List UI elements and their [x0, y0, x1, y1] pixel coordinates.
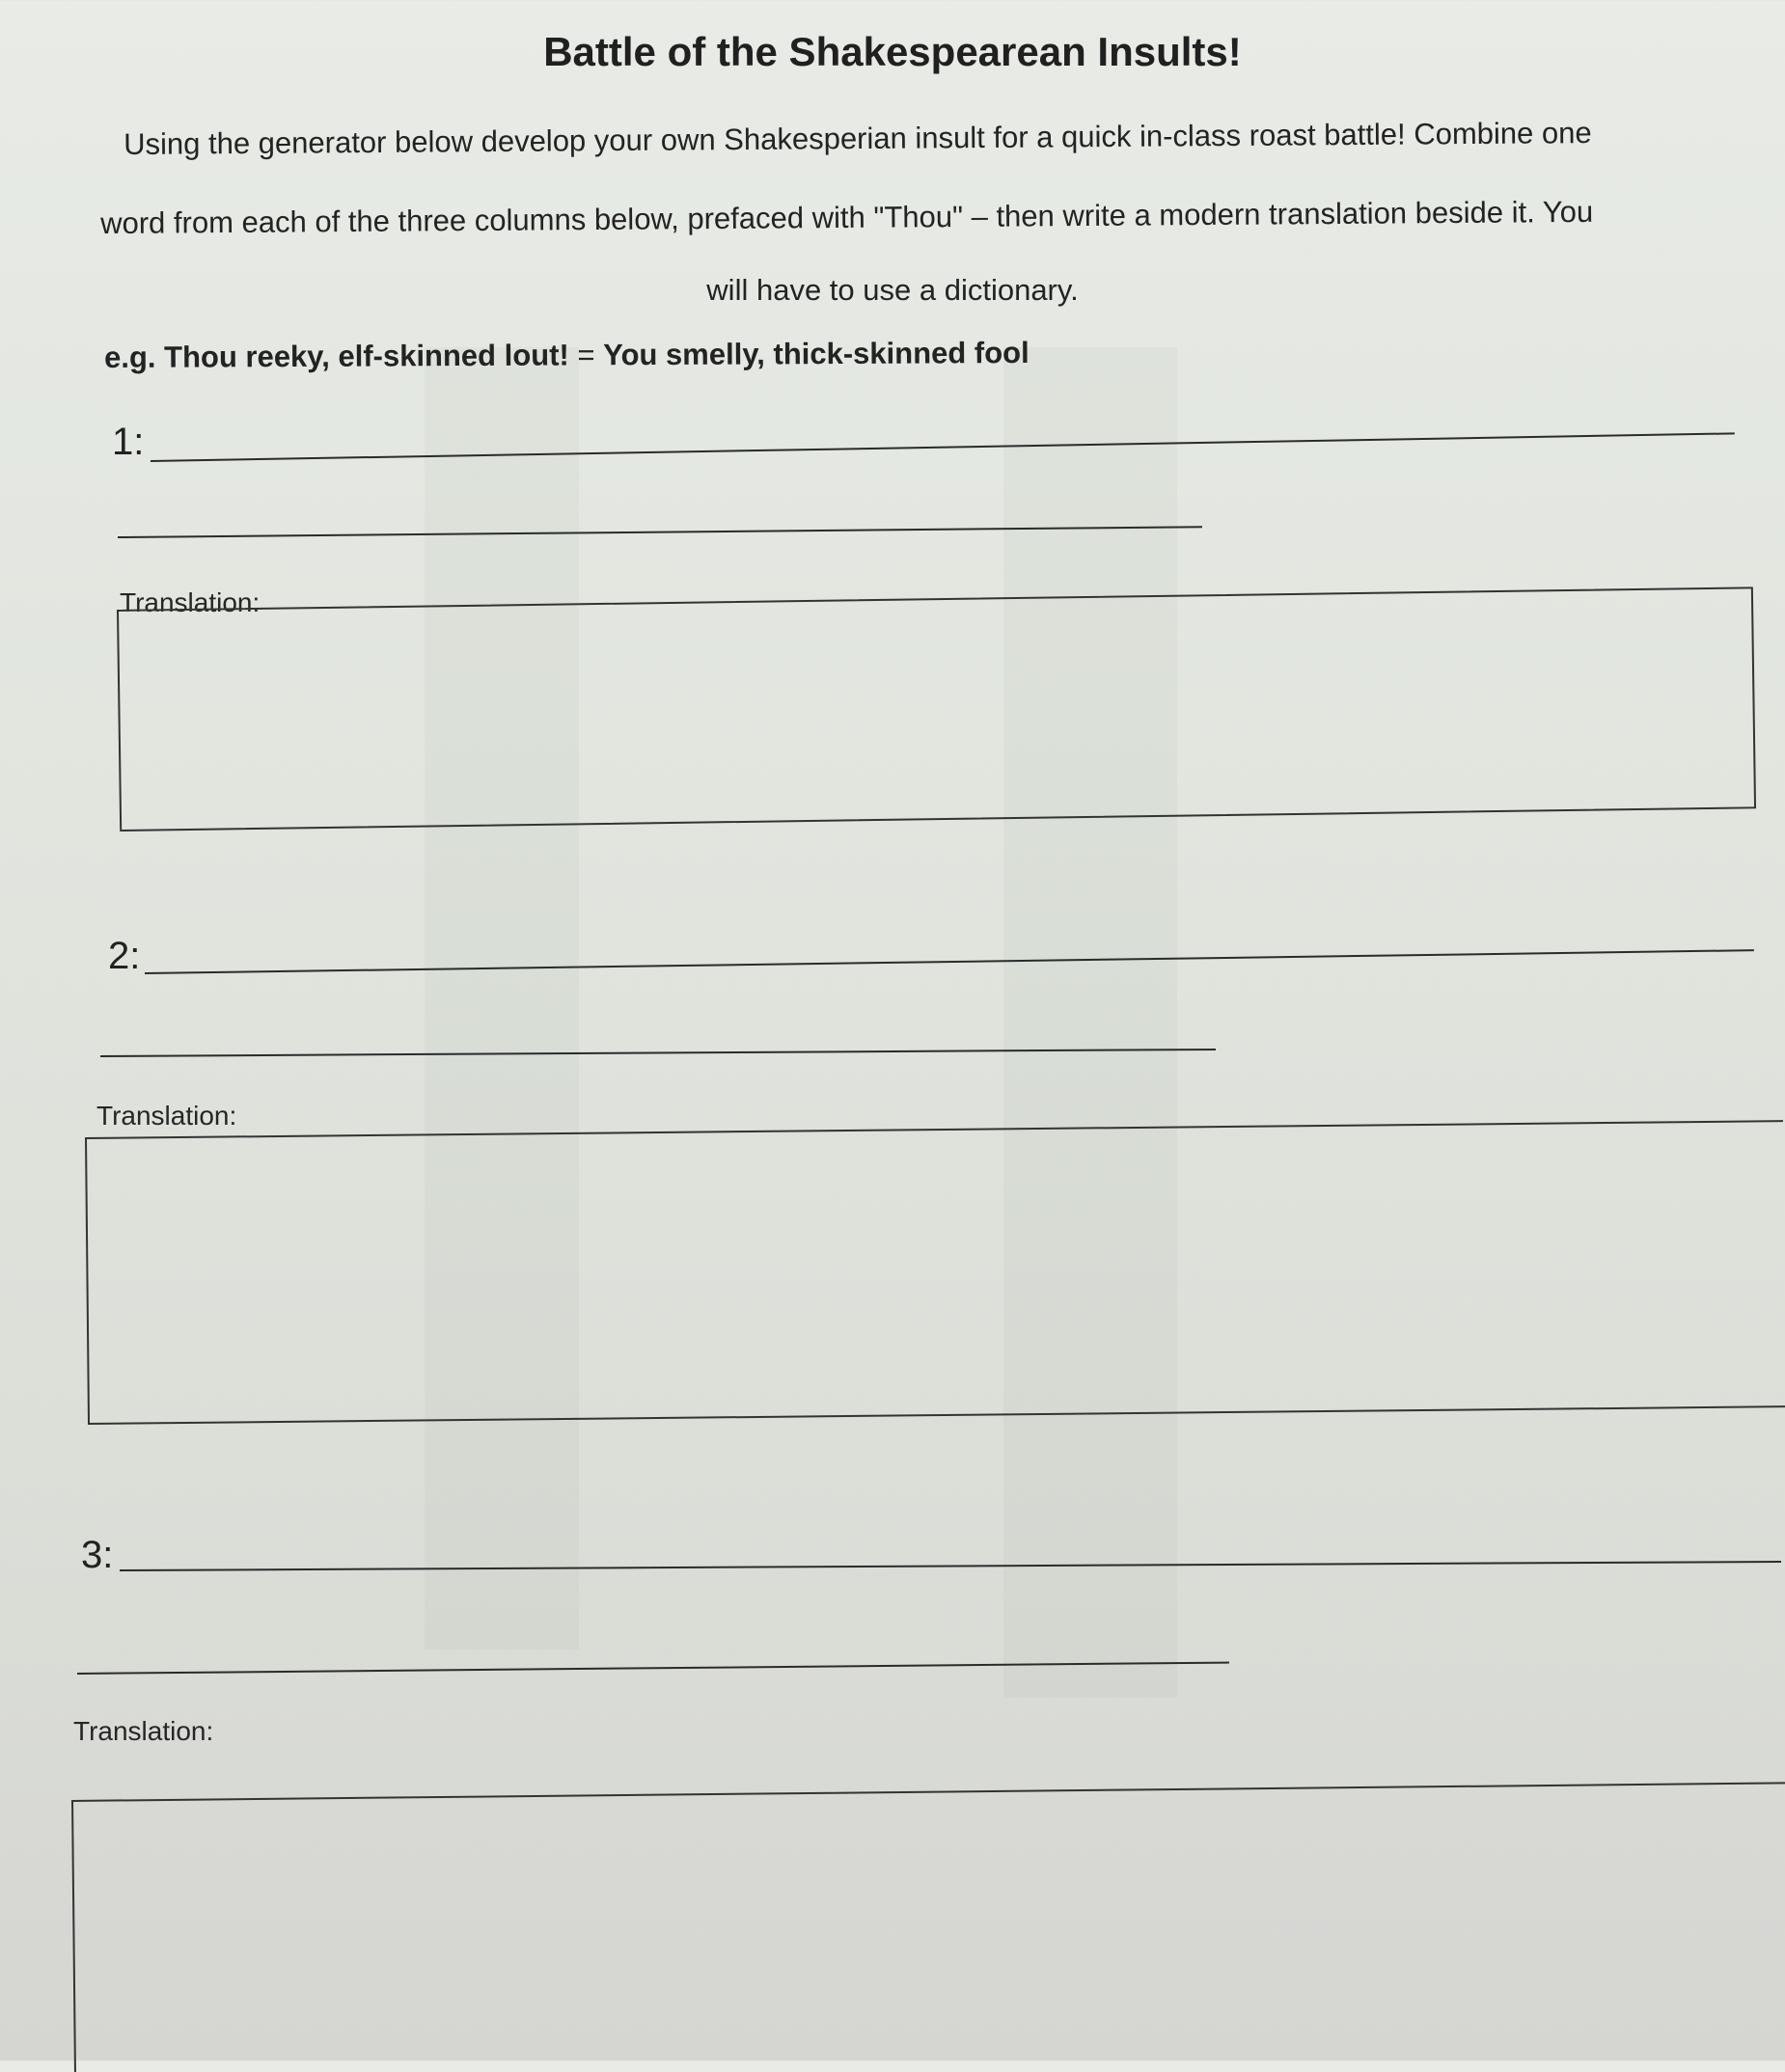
- instructions-line-3: will have to use a dictionary.: [706, 273, 1079, 307]
- entry-1-answer-line[interactable]: [151, 432, 1735, 462]
- example-equals: =: [568, 338, 604, 372]
- bleed-through-column: [1003, 347, 1177, 1698]
- entry-1-translation-label: Translation:: [120, 587, 261, 617]
- entry-3-translation-label: Translation:: [73, 1716, 214, 1746]
- example-insult-text: e.g. Thou reeky, elf-skinned lout!: [104, 338, 569, 374]
- entry-1-number: 1:: [112, 421, 145, 463]
- entry-3-number: 3:: [81, 1534, 114, 1576]
- bleed-through-column: [425, 347, 579, 1649]
- instructions-line-1: Using the generator below develop your own Shakesperian insult for a quick in-class roast battle! Combine one: [124, 116, 1592, 161]
- entry-3-translation-box[interactable]: [71, 1782, 1785, 2072]
- entry-2-number: 2:: [108, 935, 141, 977]
- worksheet-title: Battle of the Shakespearean Insults!: [543, 29, 1242, 74]
- entry-2-answer-line[interactable]: [145, 949, 1754, 974]
- entry-1-translation-box[interactable]: [117, 586, 1756, 832]
- entry-2-translation-label: Translation:: [96, 1101, 237, 1131]
- example-translation: You smelly, thick-skinned fool: [603, 335, 1030, 372]
- example-insult: [104, 336, 1030, 375]
- entry-3-answer-line[interactable]: [120, 1561, 1781, 1571]
- instructions-line-2: word from each of the three columns below, prefaced with "Thou" – then write a modern translation beside it. You: [100, 194, 1594, 240]
- entry-2-translation-box[interactable]: [85, 1120, 1785, 1425]
